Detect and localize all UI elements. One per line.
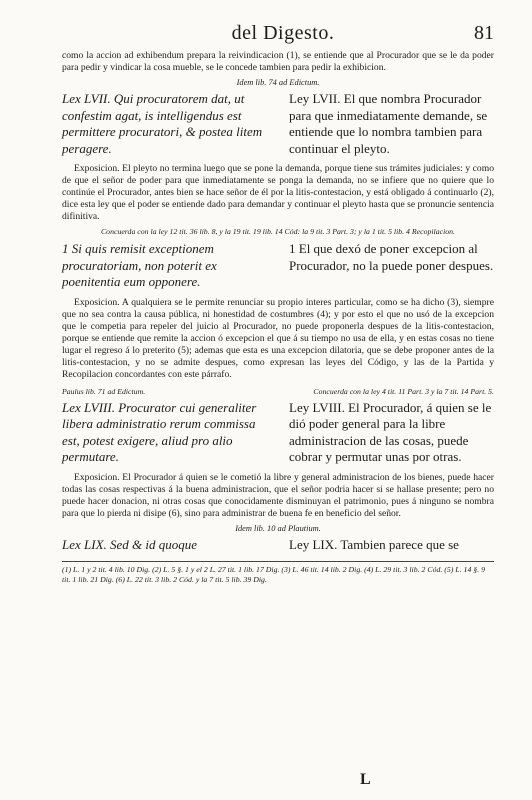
page [62,22,494,585]
intro-paragraph: como la accion ad exhibendum prepara la reivindicacion (1), se entiende que al Procurador que se le da poder para pedir y vindicar la cosa mueble, se le concede tambien para pedir la exhibicion. [62,50,494,73]
concordance: Concuerda con la ley 4 tit. 11 Part. 3 y la 7 tit. 14 Part. 5. [313,386,494,396]
signature-mark: L [360,771,371,788]
exposition: Exposicion. El pleyto no termina luego que se pone la demanda, porque tiene sus trámites judiciales: y como de que el señor de poder para que inmediatamente se ponga la demanda, no se infiere que no quiere que lo continúe el Procurador, antes bien se hace señor de él por la litis-contestacion, y está obligado á continuarlo (2), dice esta ley que el poder se entiende dado para demandar y continuar el pleyto hasta que se pronuncie sentencia difinitiva. [62,163,494,222]
page-number: 81 [474,22,494,44]
lex-58 [62,400,494,466]
page-title: del Digesto. [231,22,335,44]
footnotes: (1) L. 1 y 2 tit. 4 lib. 10 Dig. (2) L. 5 §. 1 y el 2 L. 27 tit. 1 lib. 17 Dig. (3) L. 46 tit. 14 lib. 2 Dig. (4) L. 29 tit. 3 lib. 2 Cód. (5) L. 14 §. 9 tit. 1 lib. 21 Dig. (6) L. 22 tit. 3 lib. 2 Cód. y la 7 tit. 5 lib. 39 Dig. [62,561,494,585]
spanish-text: 1 El que dexó de poner excepcion al Procurador, no la puede poner despues. [289,241,494,273]
paragraph-1 [62,241,494,291]
exposition: Exposicion. El Procurador á quien se le cometió la libre y general administracion de los bienes, puede hacer todas las cosas respectivas á la buena administracion, que el señor podria hacer si se hallase presente; pero no puede hacer donacion, ni otras cosas que conocidamente disminuyan el patrimonio, pues á ninguno se nombra para que lo pierda ni disipe (6), sino para administrar de buena fe en beneficio del señor. [62,471,494,519]
running-header [62,22,494,50]
concordance: Concuerda con la ley 12 tit. 36 lib. 8, y la 19 tit. 19 lib. 14 Cód: la 9 tit. 3 Part. 3; y la 1 tit. 5 lib. 4 Recopilacion. [100,227,455,236]
latin-text: Lex LVII. Qui procuratorem dat, ut confestim agat, is intelligendus est permittere procuratori, & postea litem peragere. [62,91,263,156]
lex-57 [62,91,494,157]
source-reference: Paulus lib. 71 ad Edictum. [62,386,146,396]
spanish-text: Ley LVII. El que nombra Procurador para que inmediatamente demande, se entiende que lo nombra tambien para continuar el pleyto. [289,91,488,156]
latin-text: Lex LVIII. Procurator cui generaliter libera administratio rerum commissa est, potest exigere, aliud pro alio permutare. [62,399,257,464]
spanish-text: Ley LIX. Tambien parece que se [289,536,459,552]
latin-text: 1 Si quis remisit exceptionem procuratoriam, non poterit ex poenitentia eum opponere. [62,241,217,289]
references-row [62,387,494,396]
lex-59 [62,537,494,554]
source-reference: Idem lib. 74 ad Edictum. [236,78,320,87]
source-reference: Idem lib. 10 ad Plautium. [235,523,321,533]
spanish-text: Ley LVIII. El Procurador, á quien se le dió poder general para la libre administracion de las cosas, puede cobrar y permutar unas por otras. [289,399,492,464]
latin-text: Lex LIX. Sed & id quoque [62,536,198,552]
exposition: Exposicion. A qualquiera se le permite renunciar su propio interes particular, como se ha dicho (3), siempre que no sea contra la causa pública, ni honestidad de costumbres (4); y por esto el que no usó de la excepcion que le competia para repeler del juicio al Procurador, no puede proponerla despues de la litis-contestacion, porque se entiende que remite la accion ó excepcion el que á su tiempo no usa de ella, y en estas cosas no tiene lugar el regreso á lo preterito (5); ademas que esta es una excepcion dilatoria, que se debe proponer antes de la litis-contestacion, y no se admite despues, como expresan las leyes del Código, y las de la Partida y Recopilacion concordantes con este párrafo. [62,296,494,380]
